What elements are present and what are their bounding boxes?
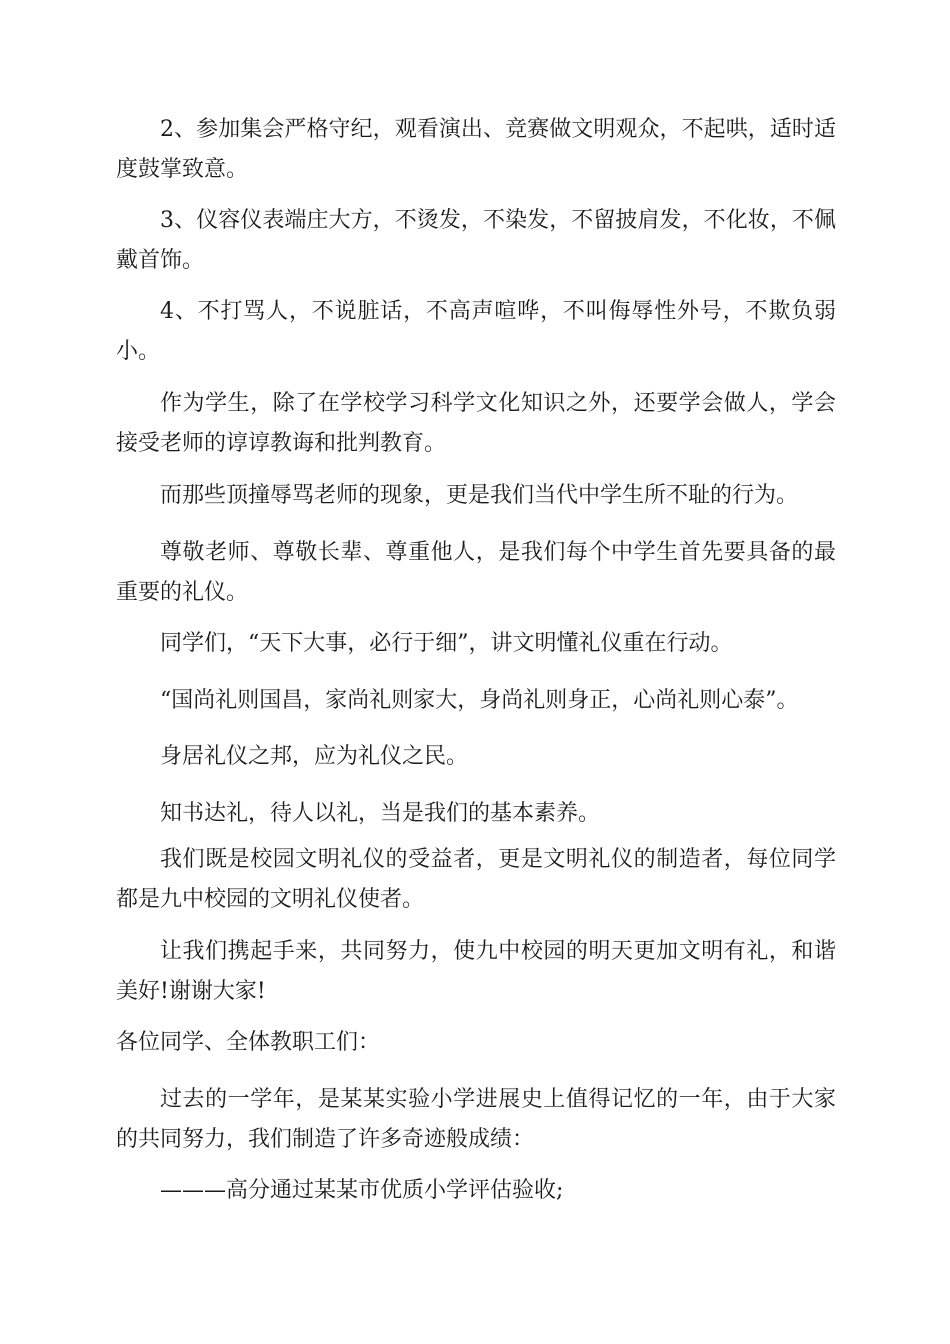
paragraph-rule-4: 4、不打骂人，不说脏话，不高声喧哗，不叫侮辱性外号，不欺负弱小。 xyxy=(116,299,836,364)
document-page xyxy=(116,0,836,1344)
paragraph-action: 同学们，“天下大事，必行于细”，讲文明懂礼仪重在行动。 xyxy=(160,631,733,656)
paragraph-etiquette-nation: 身居礼仪之邦，应为礼仪之民。 xyxy=(160,744,469,769)
paragraph-student-duty: 作为学生，除了在学校学习科学文化知识之外，还要学会做人，学会接受老师的谆谆教诲和批判教育。 xyxy=(116,391,836,456)
paragraph-rule-2: 2、参加集会严格守纪，观看演出、竞赛做文明观众，不起哄，适时适度鼓掌致意。 xyxy=(116,117,836,182)
paragraph-ambassadors: 我们既是校园文明礼仪的受益者，更是文明礼仪的制造者，每位同学都是九中校园的文明礼仪使者。 xyxy=(116,847,836,912)
paragraph-closing: 让我们携起手来，共同努力，使九中校园的明天更加文明有礼，和谐美好!谢谢大家! xyxy=(116,939,836,1004)
paragraph-achievement: ———高分通过某某市优质小学评估验收; xyxy=(160,1178,564,1203)
paragraph-basic-quality: 知书达礼，待人以礼，当是我们的基本素养。 xyxy=(160,801,601,826)
paragraph-quote: “国尚礼则国昌，家尚礼则家大，身尚礼则身正，心尚礼则心泰”。 xyxy=(160,688,799,713)
paragraph-disrespect: 而那些顶撞辱骂老师的现象，更是我们当代中学生所不耻的行为。 xyxy=(160,483,799,508)
paragraph-review: 过去的一学年，是某某实验小学进展史上值得记忆的一年，由于大家的共同努力，我们制造了许多奇迹般成绩： xyxy=(116,1087,836,1152)
paragraph-salutation: 各位同学、全体教职工们： xyxy=(116,1030,381,1055)
paragraph-respect: 尊敬老师、尊敬长辈、尊重他人，是我们每个中学生首先要具备的最重要的礼仪。 xyxy=(116,540,836,605)
paragraph-rule-3: 3、仪容仪表端庄大方，不烫发，不染发，不留披肩发，不化妆，不佩戴首饰。 xyxy=(116,208,836,273)
